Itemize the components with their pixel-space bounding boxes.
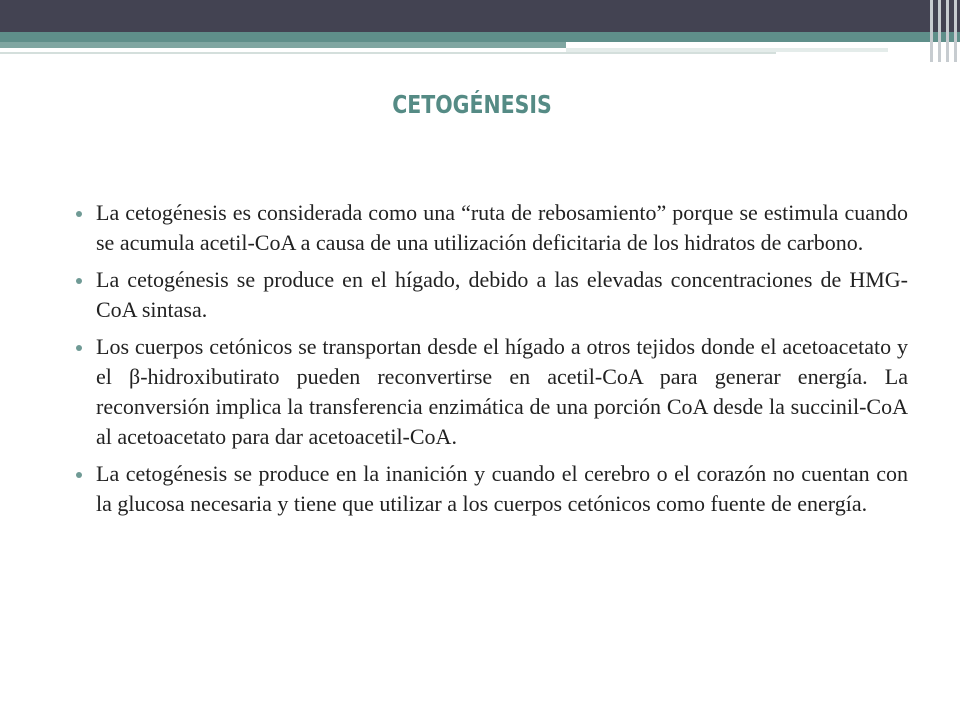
header-accent-line-thin	[0, 52, 776, 54]
bullet-item	[76, 459, 908, 519]
header-accent-band	[0, 32, 960, 42]
bullet-icon	[76, 211, 82, 217]
slide-title: CETOGÉNESIS	[392, 90, 552, 119]
bullet-icon	[76, 472, 82, 478]
bullet-list	[76, 198, 908, 526]
bullet-text: Los cuerpos cetónicos se transportan desde el hígado a otros tejidos donde el acetoacetato y el β-hidroxibutirato pueden reconvertirse en acetil-CoA para generar energía. La reconversión implica la transferencia enzimática de una porción CoA desde la succinil-CoA al acetoacetato para dar acetoacetil-CoA.	[96, 334, 908, 449]
bullet-text: La cetogénesis es considerada como una “ruta de rebosamiento” porque se estimula cuando se acumula acetil-CoA a causa de una utilización deficitaria de los hidratos de carbono.	[96, 200, 908, 255]
bullet-item	[76, 265, 908, 325]
bullet-text: La cetogénesis se produce en la inanición y cuando el cerebro o el corazón no cuentan con la glucosa necesaria y tiene que utilizar a los cuerpos cetónicos como fuente de energía.	[96, 461, 908, 516]
bullet-text: La cetogénesis se produce en el hígado, debido a las elevadas concentraciones de HMG-CoA sintasa.	[96, 267, 908, 322]
bullet-icon	[76, 278, 82, 284]
bullet-icon	[76, 345, 82, 351]
bullet-item	[76, 332, 908, 452]
header-bar	[0, 0, 960, 32]
bullet-item	[76, 198, 908, 258]
header-accent-line	[0, 42, 566, 48]
corner-decoration	[926, 0, 960, 62]
